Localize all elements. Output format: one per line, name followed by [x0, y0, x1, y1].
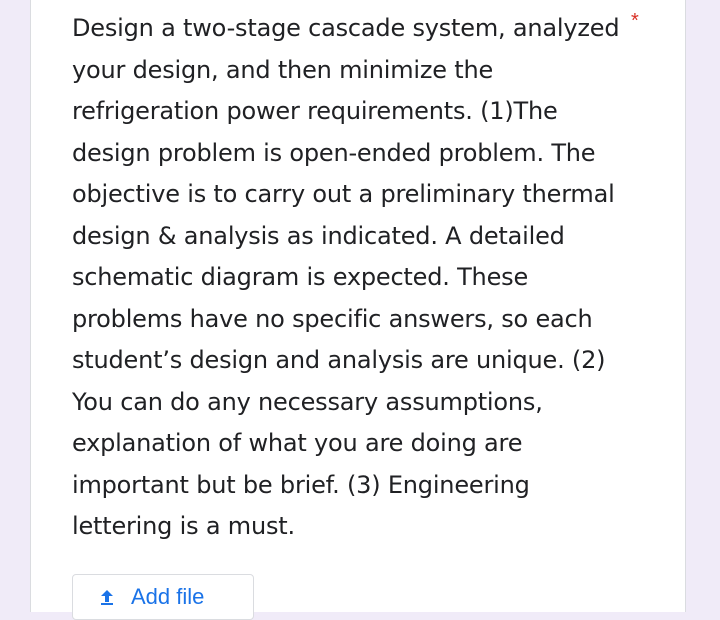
question-card: [30, 0, 686, 612]
upload-icon: [97, 587, 117, 607]
question-title: Design a two-stage cascade system, analyzed your design, and then minimize the refrigeration power requirements. (1)The design problem is open-ended problem. The objective is to carry out a preliminary thermal design & analysis as indicated. A detailed schematic diagram is expected. These problems have no specific answers, so each student’s design and analysis are unique. (2) You can do any necessary assumptions, explanation of what you are doing are important but be brief. (3) Engineering lettering is a must.: [72, 14, 620, 540]
required-asterisk: *: [631, 10, 639, 32]
add-file-button[interactable]: [72, 574, 254, 620]
add-file-label: Add file: [131, 584, 205, 609]
